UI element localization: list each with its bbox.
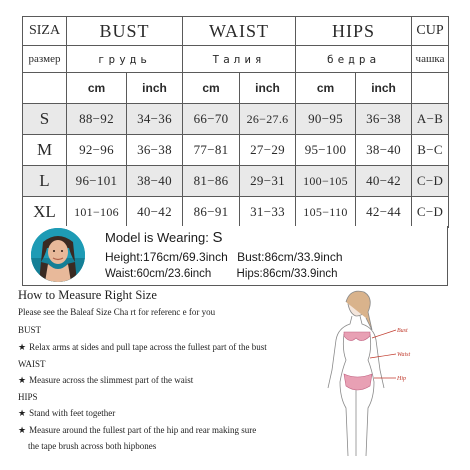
model-measure-line-1 (105, 250, 349, 264)
avatar (31, 228, 85, 282)
cup-cell: C−D (412, 166, 449, 197)
unit-cell: inch (356, 73, 412, 104)
model-bust: Bust:86cm/33.9inch (237, 250, 343, 264)
model-info-panel (22, 226, 448, 286)
bust-text: Relax arms at sides and pull tape across the fullest part of the bust (29, 342, 267, 352)
value-cell: 86−91 (183, 197, 240, 228)
value-cell: 90−95 (296, 104, 356, 135)
size-cell: XL (23, 197, 67, 228)
value-cell: 27−29 (240, 135, 296, 166)
star-bullet-icon: ★ (18, 408, 27, 418)
value-cell: 31−33 (240, 197, 296, 228)
header-cup: CUP (412, 17, 449, 46)
waist-instruction (18, 375, 193, 386)
cup-cell: B−C (412, 135, 449, 166)
value-cell: 40−42 (356, 166, 412, 197)
value-cell: 36−38 (127, 135, 183, 166)
table-row (23, 166, 449, 197)
ru-bust: грудь (67, 46, 183, 73)
body-measurement-figure (300, 290, 420, 460)
table-row (23, 104, 449, 135)
star-bullet-icon: ★ (18, 342, 27, 352)
ru-hips: бедра (296, 46, 412, 73)
unit-cell: inch (240, 73, 296, 104)
model-wearing-line (105, 229, 222, 246)
cup-cell: C−D (412, 197, 449, 228)
hips-instruction-1 (18, 408, 115, 419)
bust-heading: BUST (18, 325, 42, 335)
hips-text-1: Stand with feet together (29, 408, 116, 418)
value-cell: 81−86 (183, 166, 240, 197)
value-cell: 77−81 (183, 135, 240, 166)
value-cell: 38−40 (356, 135, 412, 166)
value-cell: 42−44 (356, 197, 412, 228)
waist-heading: WAIST (18, 359, 46, 369)
unit-cell: cm (67, 73, 127, 104)
model-wearing-label: Model is Wearing: (105, 230, 209, 245)
value-cell: 29−31 (240, 166, 296, 197)
value-cell: 92−96 (67, 135, 127, 166)
model-waist: Waist:60cm/23.6inch (105, 268, 212, 280)
ru-size: размер (23, 46, 67, 73)
header-hips: HIPS (296, 17, 412, 46)
value-cell: 101−106 (67, 197, 127, 228)
value-cell: 36−38 (356, 104, 412, 135)
hips-text-2: Measure around the fullest part of the hip and rear making sure (29, 425, 257, 435)
value-cell: 40−42 (127, 197, 183, 228)
unit-blank (412, 73, 449, 104)
value-cell: 96−101 (67, 166, 127, 197)
value-cell: 88−92 (67, 104, 127, 135)
model-photo-icon (31, 228, 85, 282)
hips-instruction-2 (18, 425, 256, 436)
hips-instruction-3: the tape brush across both hipbones (28, 441, 157, 451)
unit-cell: inch (127, 73, 183, 104)
hips-heading: HIPS (18, 392, 38, 402)
star-bullet-icon: ★ (18, 425, 27, 435)
value-cell: 34−36 (127, 104, 183, 135)
ru-waist: Талия (183, 46, 296, 73)
figure-label-waist: Waist (397, 352, 411, 358)
table-row (23, 135, 449, 166)
ru-cup: чашка (412, 46, 449, 73)
size-chart-table (22, 16, 449, 228)
bust-instruction (18, 342, 267, 353)
value-cell: 105−110 (296, 197, 356, 228)
header-size: SIZA (23, 17, 67, 46)
value-cell: 66−70 (183, 104, 240, 135)
star-bullet-icon: ★ (18, 375, 27, 385)
size-cell: M (23, 135, 67, 166)
figure-label-hip: Hip (397, 376, 406, 382)
value-cell: 100−105 (296, 166, 356, 197)
value-cell: 26−27.6 (240, 104, 296, 135)
table-row (23, 197, 449, 228)
header-waist: WAIST (183, 17, 296, 46)
unit-blank (23, 73, 67, 104)
model-measure-line-2 (105, 268, 360, 280)
model-height: Height:176cm/69.3inch (105, 250, 228, 264)
unit-cell: cm (296, 73, 356, 104)
measure-intro: Please see the Baleaf Size Cha rt for referenc e for you (18, 307, 216, 317)
cup-cell: A−B (412, 104, 449, 135)
waist-text: Measure across the slimmest part of the waist (29, 375, 194, 385)
unit-cell: cm (183, 73, 240, 104)
size-cell: S (23, 104, 67, 135)
measure-title: How to Measure Right Size (18, 288, 157, 302)
figure-label-bust: Bust (397, 328, 408, 334)
size-cell: L (23, 166, 67, 197)
model-wearing-size: S (212, 229, 223, 246)
value-cell: 95−100 (296, 135, 356, 166)
header-bust: BUST (67, 17, 183, 46)
value-cell: 38−40 (127, 166, 183, 197)
model-hips: Hips:86cm/33.9inch (236, 268, 338, 280)
